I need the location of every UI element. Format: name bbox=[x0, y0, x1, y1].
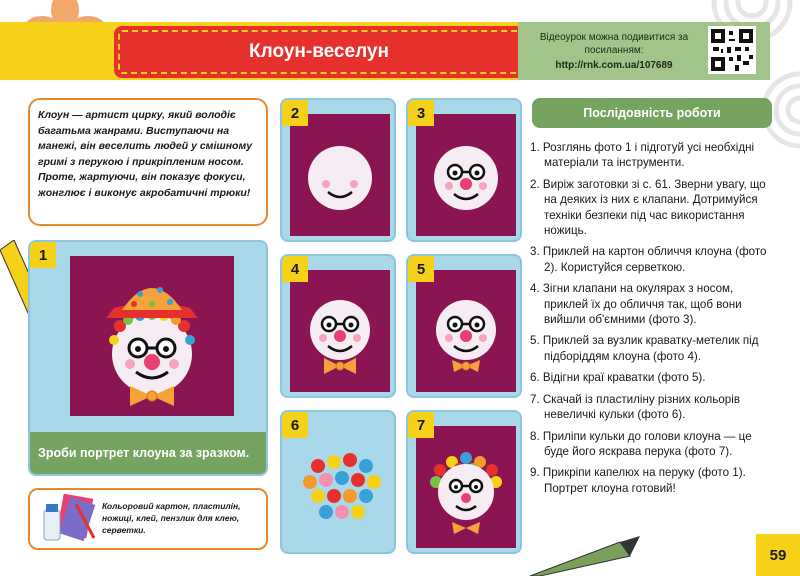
photo-number: 7 bbox=[408, 412, 434, 438]
list-item: 2. Виріж заготовки зі с. 61. Зверни увагу, що на деяких із них є клапани. Дотримуйся техніки безпеки під час використання ножиць. bbox=[530, 177, 766, 238]
intro-text: Клоун — артист цирку, який володіє багатьма жанрами. Виступаючи на манежі, він веселить людей у смішному гримі з перукою і прикріпленим носом. Проте, жартуючи, він показує фокуси, жонглює і виконує акробатичні трюки! bbox=[28, 98, 268, 226]
clown-face-glasses-image bbox=[416, 114, 516, 236]
list-item: 6. Відігни краї краватки (фото 5). bbox=[530, 371, 706, 385]
clown-full-image bbox=[70, 256, 234, 416]
photo-card-4 bbox=[280, 254, 396, 398]
list-item: 3. Приклей на картон обличчя клоуна (фото 2). Користуйся серветкою. bbox=[530, 245, 767, 274]
photo-number: 1 bbox=[30, 242, 56, 268]
photo-number: 6 bbox=[282, 412, 308, 438]
list-item: 8. Приліпи кульки до голови клоуна — це буде його яскрава перука (фото 7). bbox=[530, 429, 752, 458]
photo-number: 4 bbox=[282, 256, 308, 282]
steps-list bbox=[530, 140, 776, 502]
photo-number: 2 bbox=[282, 100, 308, 126]
crayon-bottom-icon bbox=[520, 536, 640, 576]
photo-number: 3 bbox=[408, 100, 434, 126]
photo-1-caption: Зроби портрет клоуна за зразком. bbox=[30, 432, 266, 474]
photo-number: 5 bbox=[408, 256, 434, 282]
clown-face-blank-image bbox=[290, 114, 390, 236]
video-link[interactable]: http://rnk.com.ua/107689 bbox=[555, 59, 673, 71]
page-number: 59 bbox=[756, 534, 800, 576]
materials-icon bbox=[36, 494, 96, 546]
list-item: 9. Прикріпи капелюх на перуку (фото 1). Портрет клоуна готовий! bbox=[530, 466, 746, 495]
photo-card-6 bbox=[280, 410, 396, 554]
clown-face-bowtie-image bbox=[290, 270, 390, 392]
qr-code-icon[interactable] bbox=[708, 26, 756, 74]
plasticine-balls-image bbox=[290, 426, 390, 548]
materials-box bbox=[28, 488, 268, 550]
photo-card-7 bbox=[406, 410, 522, 554]
page-title: Клоун-веселун bbox=[118, 30, 520, 74]
steps-title: Послідовність роботи bbox=[532, 98, 772, 128]
list-item: 7. Скачай із пластиліну різних кольорів невеличкі кульки (фото 6). bbox=[530, 392, 740, 422]
clown-with-wig-image bbox=[416, 426, 516, 548]
materials-text: Кольоровий картон, пластилін, ножиці, клей, пензлик для клею, серветки. bbox=[102, 501, 241, 535]
video-note: Відеоурок можна подивитися за посиланням: bbox=[539, 31, 689, 56]
list-item: 4. Зігни клапани на окулярах з носом, приклей їх до обличчя так, щоб вони вийшли об'ємними (фото 3). bbox=[530, 282, 742, 327]
photo-card-3 bbox=[406, 98, 522, 242]
list-item: 5. Приклей за вузлик краватку-метелик під підборіддям клоуна (фото 4). bbox=[530, 334, 759, 363]
list-item: 1. Розглянь фото 1 і підготуй усі необхідні матеріали та інструменти. bbox=[530, 141, 755, 170]
photo-card-1 bbox=[28, 240, 268, 476]
photo-card-2 bbox=[280, 98, 396, 242]
clown-face-bowtie-folded-image bbox=[416, 270, 516, 392]
photo-card-5 bbox=[406, 254, 522, 398]
